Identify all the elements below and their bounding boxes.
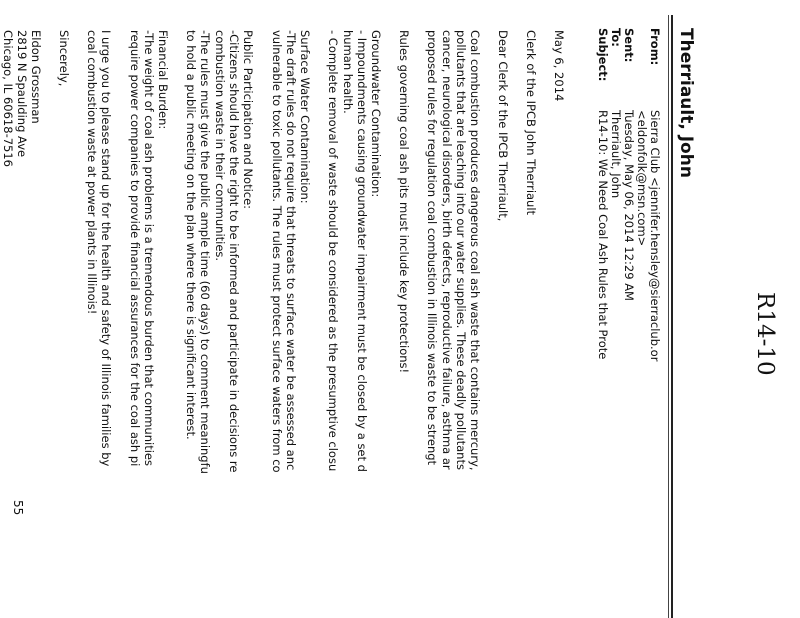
section-line: - Impoundments causing groundwater impairment must be closed by a set d xyxy=(354,30,369,472)
closing-paragraph xyxy=(85,30,113,466)
from-value: Sierra Club <jennifer.hensley@sierraclub.or xyxy=(648,110,662,362)
section-line: - Complete removal of waste should be considered as the presumptive closu xyxy=(326,30,341,472)
rules-heading: Rules governing coal ash pits must include key protections! xyxy=(397,30,411,374)
letter-recipient: Clerk of the IPCB John Therriault xyxy=(524,30,538,216)
from-email: <eldonfolk@msn.com> xyxy=(635,110,649,247)
signature-line: Eldon Grossman xyxy=(29,30,43,124)
section-line: I urge you to please stand up for the health and safety of Illinois families by xyxy=(99,30,113,467)
subject-label: Subject: xyxy=(596,28,610,82)
to-value: Therriault, John xyxy=(609,110,623,199)
intro-line: cancer, neurological disorders, birth defects, reproductive failure, asthma ar xyxy=(439,30,454,470)
participation-section xyxy=(184,30,255,474)
section-line: -The weight of coal ash problems is a tremendous burden that communities xyxy=(141,30,156,466)
section-line: require power companies to provide financial assurances for the coal ash pi xyxy=(127,30,142,467)
signature-block xyxy=(0,30,43,167)
section-line: -The draft rules do not require that threats to surface water be assessed anc xyxy=(283,30,298,471)
from-label: From: xyxy=(648,28,662,66)
intro-line: pollutants that are leaching into our water supplies. These deadly pollutants xyxy=(453,30,468,470)
heading-rule-thin xyxy=(668,15,669,618)
surface-section xyxy=(269,30,312,473)
closing: Sincerely, xyxy=(57,30,71,87)
sender-name-heading: Therriault, John xyxy=(676,28,696,178)
intro-line: Coal combustion produces dangerous coal ash waste that contains mercury, xyxy=(468,30,482,471)
letter-salutation: Dear Clerk of the IPCB Therriault, xyxy=(496,30,510,222)
section-line: Groundwater Contamination: xyxy=(369,30,383,198)
section-line: to hold a public meeting on the plan where there is significant interest. xyxy=(184,30,199,440)
section-line: Public Participation and Notice: xyxy=(241,30,255,210)
section-line: coal combustion waste at power plants in Illinois! xyxy=(84,30,99,315)
section-line: -Citizens should have the right to be informed and participate in decisions re xyxy=(226,30,241,473)
section-line: -The rules must give the public ample time (60 days) to comment meaningfu xyxy=(198,30,213,474)
section-line: vulnerable to toxic pollutants. The rules must protect surface waters from co xyxy=(269,30,284,473)
section-line: Financial Burden: xyxy=(156,30,170,130)
section-line: combustion waste in their communities. xyxy=(212,30,227,262)
heading-rule xyxy=(671,15,673,618)
intro-paragraph xyxy=(425,30,482,471)
financial-section xyxy=(127,30,170,466)
section-line: Surface Water Contamination: xyxy=(298,30,312,204)
document-number: R14-10 xyxy=(752,292,778,376)
sent-value: Tuesday, May 06, 2014 12:29 AM xyxy=(622,110,636,301)
to-label: To: xyxy=(609,28,623,47)
groundwater-section xyxy=(326,30,383,472)
signature-line: Chicago, IL 60618-7516 xyxy=(0,30,15,167)
sent-label: Sent: xyxy=(622,28,636,63)
signature-line: 2819 N Spaulding Ave xyxy=(14,30,29,158)
letter-date: May 6, 2014 xyxy=(552,30,566,102)
page-number: 55 xyxy=(11,500,25,516)
intro-line: proposed rules for regulation coal combustion in Illinois waste to be strengt xyxy=(425,30,440,466)
subject-value: R14-10: We Need Coal Ash Rules that Prote xyxy=(596,110,610,360)
section-line: human health. xyxy=(340,30,355,114)
